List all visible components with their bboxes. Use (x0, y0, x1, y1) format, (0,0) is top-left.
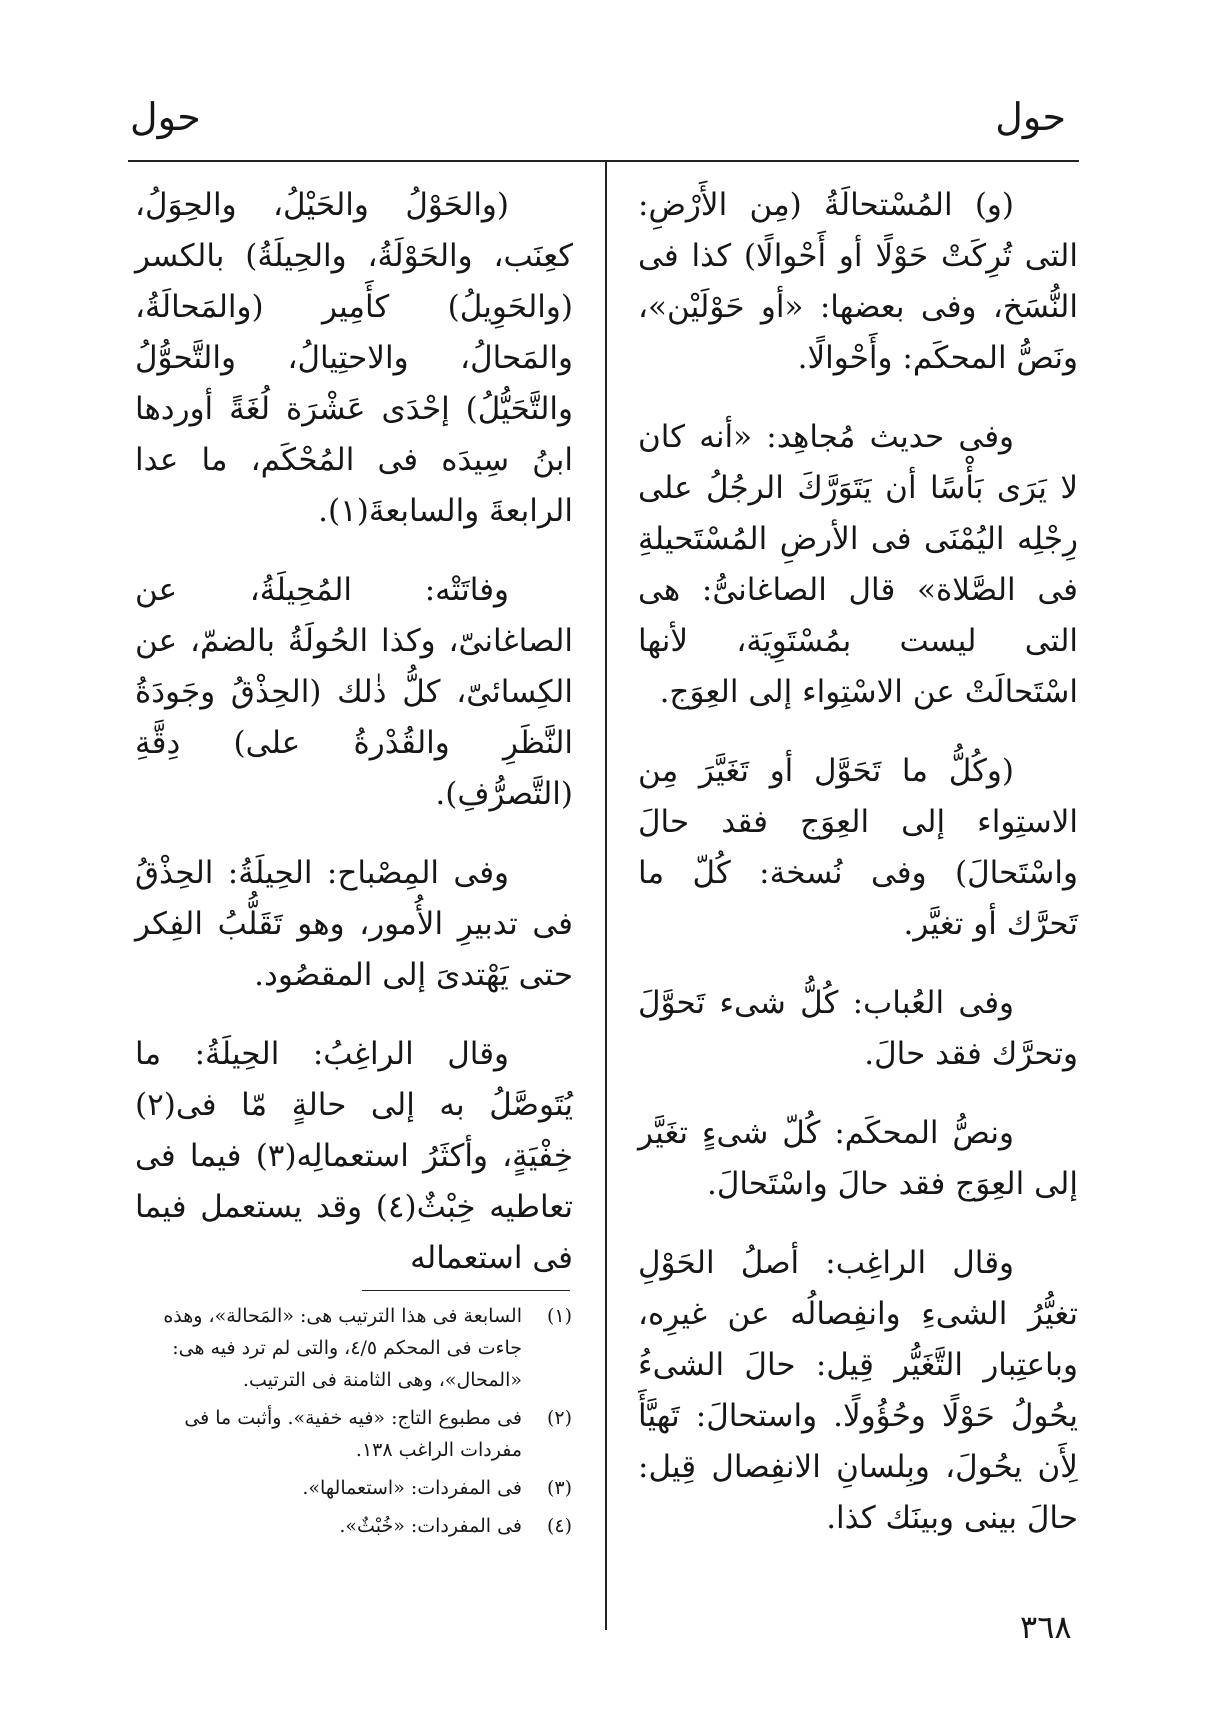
paragraph: وقال الراغِبُ: الحِيلَةُ: ما يُتَوصَّلُ به إلى حالةٍ مّا فى(٢) خِفْيَةٍ، وأكثَرُ استعمالِه(٣) فيما فى تعاطيه خِبْثٌ(٤) وقد يستعمل فيما فى استعماله (135, 1036, 573, 1276)
paragraph: وفاتَتْه: المُحِيلَةُ، عن الصاغانىّ، وكذا الحُولَةُ بالضمّ، عن الكِسائىّ، كلُّ ذٰلك (الحِذْقُ وجَودَةُ النَّظَرِ والقُدْرةُ على) دِقَّةِ (التَّصرُّفِ). (135, 572, 573, 812)
paragraph: وفى المِصْباح: الحِيلَةُ: الحِذْقُ فى تدبيرِ الأُمور، وهو تَقَلُّبُ الفِكر حتى يَهْتدىَ إلى المقصُود. (135, 855, 573, 993)
paragraph: (وكُلُّ ما تَحَوَّل أو تَغَيَّرَ مِن الاستِواء إلى العِوَج فقد حالَ واسْتَحالَ) وفى نُسخة: كُلّ ما تَحرَّك أو تغيَّر. (638, 753, 1078, 942)
running-header-left: حول (130, 95, 201, 139)
paragraph: ونصُّ المحكَم: كُلّ شىءٍ تغَيَّر إلى العِوَج فقد حالَ واسْتَحالَ. (638, 1115, 1078, 1202)
page-number: ٣٦٨ (1020, 1608, 1072, 1646)
paragraph: وفى العُباب: كُلُّ شىء تَحوَّلَ وتحرَّك فقد حالَ. (638, 985, 1078, 1072)
footnote-text: فى مطبوع التاج: «فيه خفية». وأثبت ما فى مفردات الراغب ١٣٨. (184, 1407, 522, 1461)
footnote (132, 1402, 572, 1466)
footnote-number: (٤) (546, 1515, 572, 1537)
footnote-number: (١) (546, 1305, 572, 1327)
footnote-number: (٢) (546, 1407, 572, 1429)
paragraph: (والحَوْلُ والحَيْلُ، والحِوَلُ، كعِنَب، والحَوْلَةُ، والحِيلَةُ) بالكسر (والحَوِيلُ) كأَمِير (والمَحالَةُ، والمَحالُ، والاحتِيالُ، والتَّحوُّلُ والتَّحَيُّلُ) إحْدَى عَشْرَة لُغَةً أوردها ابنُ سِيدَه فى المُحْكَم، ما عدا الرابعةَ والسابعةَ(١). (135, 187, 573, 529)
paragraph: (و) المُسْتحالَةُ (مِن الأَرْضِ: التى تُرِكَتْ حَوْلًا أو أَحْوالًا) كذا فى النُّسَخ، وفى بعضها: «أو حَوْلَيْن»، ونَصُّ المحكَم: وأَحْوالًا. (638, 187, 1078, 376)
footnote-number: (٣) (546, 1477, 572, 1499)
header-rule (128, 160, 1079, 162)
footnote-text: السابعة فى هذا الترتيب هى: «المَحالة»، وهذه جاءت فى المحكم ٤/٥، والتى لم ترد فيه هى: «المحال»، وهى الثامنة فى الترتيب. (163, 1305, 522, 1391)
column-divider (605, 162, 607, 1630)
footnotes (132, 1300, 572, 1548)
left-column (135, 180, 573, 1276)
footnote-text: فى المفردات: «استعمالها». (302, 1477, 522, 1499)
footnote-text: فى المفردات: «خُبْثٌ». (339, 1515, 522, 1537)
footnote (132, 1300, 572, 1396)
right-column (638, 180, 1078, 1572)
paragraph: وفى حديث مُجاهِد: «أنه كان لا يَرَى بَأْسًا أن يَتَوَرَّكَ الرجُلُ على رِجْلِه اليُمْنَى فى الأرضِ المُسْتَحيلةِ فى الصَّلاة» قال الصاغانىُّ: هى التى ليست بمُسْتَوِيَة، لأنها اسْتَحالَتْ عن الاسْتِواء إلى العِوَج. (638, 419, 1078, 710)
footnote (132, 1510, 572, 1542)
running-header-right: حول (995, 95, 1066, 139)
footnote (132, 1472, 572, 1504)
footnote-rule (362, 1290, 570, 1291)
paragraph: وقال الراغِب: أصلُ الحَوْلِ تغيُّرُ الشىءِ وانفِصالُه عن غيرِه، وباعتِبار التَّغَيُّر قِيل: حالَ الشىءُ يحُولُ حَوْلًا وحُؤُولًا. واستحالَ: تَهيَّأَ لِأَن يحُولَ، وبِلسانِ الانفِصال قِيل: حالَ بينى وبينَك كذا. (638, 1245, 1078, 1536)
